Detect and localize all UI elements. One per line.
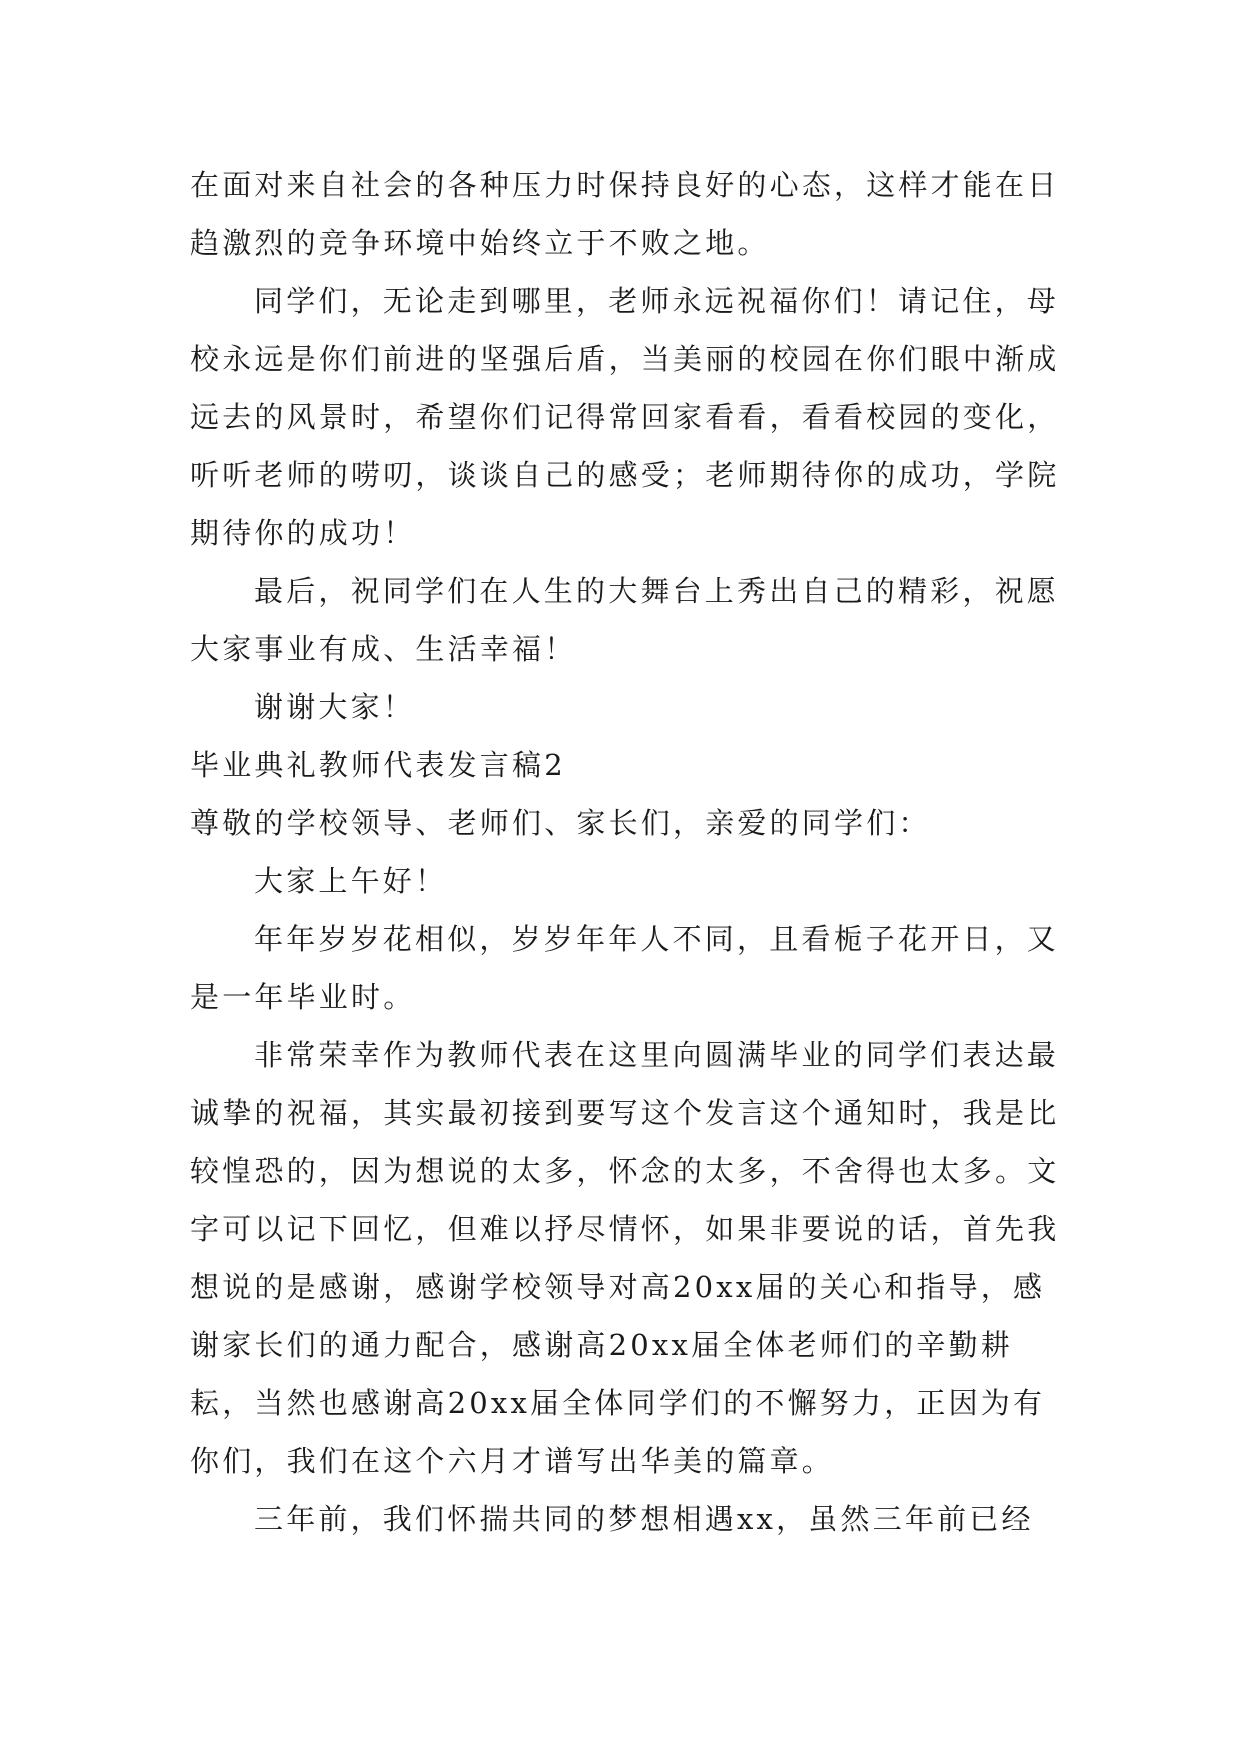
document-body [190,156,1070,1548]
salutation: 尊敬的学校领导、老师们、家长们，亲爱的同学们： [190,806,931,840]
paragraph-gratitude: 非常荣幸作为教师代表在这里向圆满毕业的同学们表达最诚挚的祝福，其实最初接到要写这个发言这个通知时，我是比较惶恐的，因为想说的太多，怀念的太多，不舍得也太多。文字可以记下回忆，但难以抒尽情怀，如果非要说的话，首先我想说的是感谢，感谢学校领导对高20xx届的关心和指导，感谢家长们的通力配合，感谢高20xx届全体老师们的辛勤耕耘，当然也感谢高20xx届全体同学们的不懈努力，正因为有你们，我们在这个六月才谱写出华美的篇章。 [190,1038,1060,1478]
paragraph-blessing: 同学们，无论走到哪里，老师永远祝福你们！请记住，母校永远是你们前进的坚强后盾，当美丽的校园在你们眼中渐成远去的风景时，希望你们记得常回家看看，看看校园的变化，听听老师的唠叨，谈谈自己的感受；老师期待你的成功，学院期待你的成功！ [190,284,1060,550]
paragraph-continuation: 在面对来自社会的各种压力时保持良好的心态，这样才能在日趋激烈的竞争环境中始终立于不败之地。 [190,168,1060,260]
section-title: 毕业典礼教师代表发言稿2 [190,748,566,782]
paragraph-closing-wish: 最后，祝同学们在人生的大舞台上秀出自己的精彩，祝愿大家事业有成、生活幸福！ [190,574,1060,666]
paragraph-three-years-ago: 三年前，我们怀揣共同的梦想相遇xx，虽然三年前已经 [254,1502,1034,1536]
paragraph-greeting: 大家上午好！ [254,864,448,898]
paragraph-thanks: 谢谢大家！ [254,690,416,724]
paragraph-poem: 年年岁岁花相似，岁岁年年人不同，且看栀子花开日，又是一年毕业时。 [190,922,1060,1014]
